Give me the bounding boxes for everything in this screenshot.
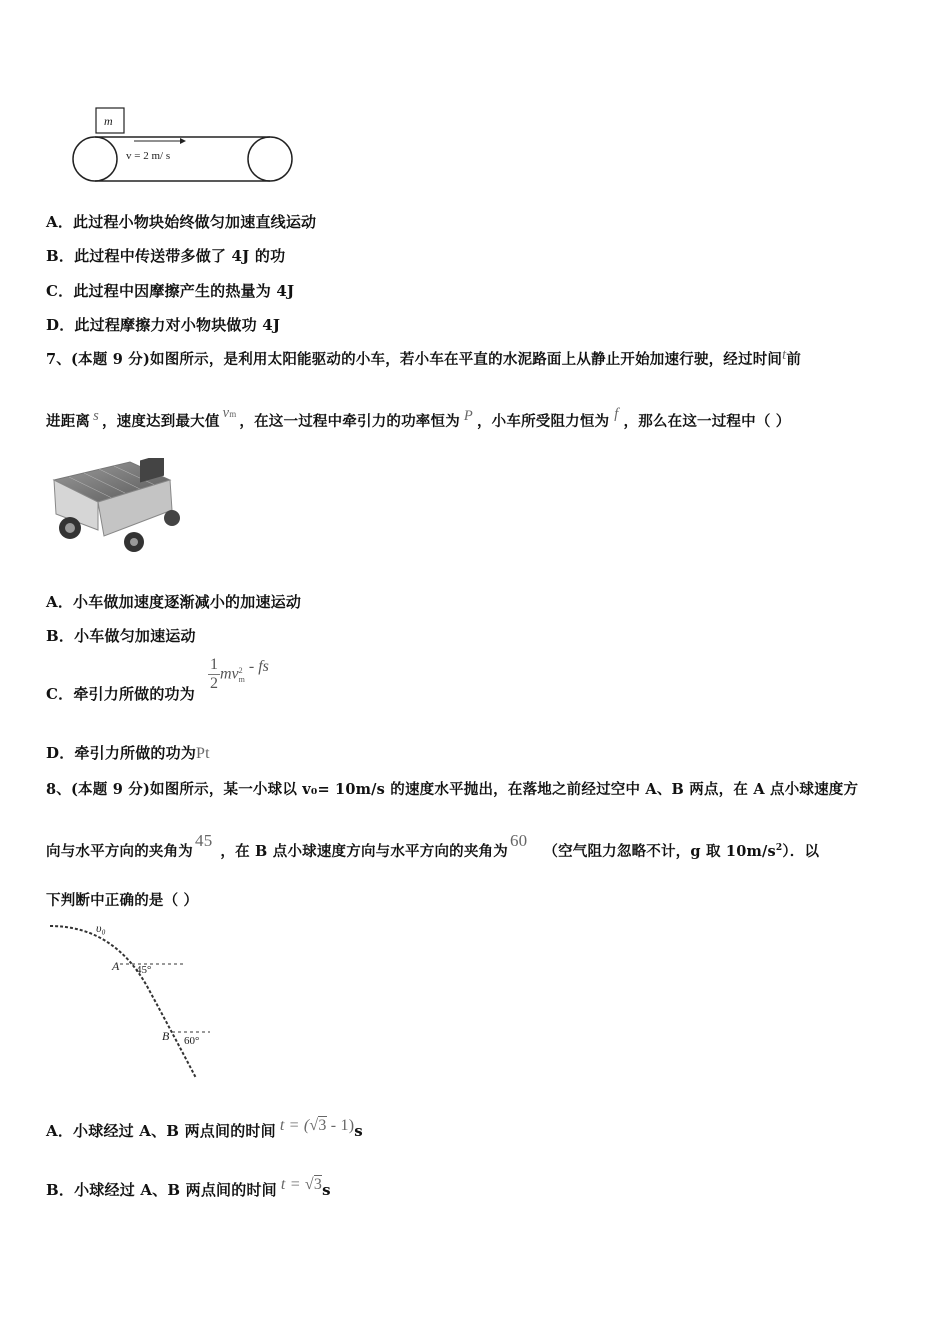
question-score: (本题 9 分) [71, 781, 151, 798]
q8-option-b[interactable] [46, 1176, 331, 1200]
conveyor-belt-figure [68, 104, 296, 188]
q7-option-a[interactable] [46, 591, 301, 612]
option-text: 牵引力所做的功为 [74, 744, 197, 762]
q6-option-d[interactable] [46, 314, 280, 335]
question-number: 8、 [46, 781, 71, 798]
formula-rest: - fs [248, 657, 269, 675]
var-P: P [463, 408, 473, 424]
projectile-figure [44, 918, 214, 1084]
block-label: m [104, 114, 113, 128]
velocity-label: v = 2 m/ s [126, 150, 171, 162]
formula-pt: Pt [196, 745, 210, 762]
var-t: t [782, 347, 787, 363]
stem-text: ，那么在这一过程中（ ） [623, 413, 791, 430]
q7-stem-line1 [46, 348, 801, 369]
solar-car-photo [44, 458, 186, 556]
b-angle: 60° [184, 1035, 200, 1047]
angle-45: 45 [195, 831, 213, 850]
option-text: 牵引力所做的功为 [73, 685, 195, 703]
sqrt-icon: √ [304, 1176, 314, 1193]
q7-stem-line2 [46, 405, 791, 431]
q8-stem-line3 [46, 889, 198, 910]
var-f: f [614, 406, 619, 422]
option-letter: B． [46, 247, 75, 265]
question-number: 7、 [46, 351, 71, 368]
a-label: A [112, 959, 120, 973]
fraction-denominator: 2 [210, 675, 218, 692]
stem-text: ，在 B 点小球速度方向与水平方向的夹角为 [220, 843, 508, 860]
formula-work-c [208, 656, 269, 693]
option-text: 小球经过 A、B 两点间的时间 [73, 1122, 276, 1140]
option-text: 此过程中因摩擦产生的热量为 4J [73, 282, 295, 300]
option-text: 小球经过 A、B 两点间的时间 [74, 1181, 277, 1199]
formula-time-a: t = (√3 - 1) [279, 1117, 355, 1134]
stem-text: 下判断中正确的是（ ） [46, 892, 199, 909]
q8-stem-line2 [46, 831, 820, 861]
formula-sup: 2 [238, 665, 243, 675]
q6-option-b[interactable] [46, 245, 285, 266]
q8-stem-line1 [46, 778, 858, 799]
sqrt-icon: √ [309, 1117, 319, 1134]
option-text: 此过程小物块始终做匀加速直线运动 [73, 213, 317, 231]
velocity-arrowhead [180, 138, 186, 144]
q6-option-c[interactable] [46, 280, 294, 301]
formula-mv: mv [220, 665, 239, 683]
a-angle: 45° [136, 964, 152, 976]
stem-text: ）．以 [782, 843, 820, 860]
q7-option-d[interactable] [46, 742, 210, 763]
q7-option-c[interactable] [46, 683, 195, 704]
q6-option-a[interactable] [46, 211, 316, 232]
fraction-numerator: 1 [210, 656, 218, 673]
stem-text: （空气阻力忽略不计，g 取 10m/s [543, 843, 776, 860]
option-letter: A． [46, 1122, 74, 1140]
option-letter: A． [46, 593, 74, 611]
unit: s [322, 1181, 331, 1199]
stem-text: 前 [786, 351, 802, 368]
option-text: 此过程摩擦力对小物块做功 4J [74, 316, 281, 334]
stem-text: 向与水平方向的夹角为 [46, 843, 193, 860]
unit: s [354, 1122, 363, 1140]
var-s: s [93, 408, 99, 424]
stem-text: ，在这一过程中牵引力的功率恒为 [239, 413, 460, 430]
question-score: (本题 9 分) [71, 351, 151, 368]
option-letter: D． [46, 316, 75, 334]
q7-option-b[interactable] [46, 625, 196, 646]
right-pulley [248, 137, 292, 181]
stem-text: ，速度达到最大值 [101, 413, 220, 430]
option-text: 此过程中传送带多做了 4J 的功 [74, 247, 286, 265]
option-letter: D． [46, 744, 75, 762]
superscript: 2 [775, 843, 783, 854]
stem-text: 如图所示，某一小球以 v₀= 10m/s 的速度水平抛出，在落地之前经过空中 A、B 两点，在 A 点小球速度方 [150, 781, 859, 798]
left-pulley [73, 137, 117, 181]
option-letter: C． [46, 685, 74, 703]
b-label: B [162, 1029, 170, 1043]
option-text: 小车做加速度逐渐减小的加速运动 [73, 593, 302, 611]
formula-time-b: t = √3 [280, 1176, 323, 1193]
option-letter: B． [46, 627, 75, 645]
option-letter: A． [46, 213, 74, 231]
option-letter: C． [46, 282, 74, 300]
option-text: 小车做匀加速运动 [74, 627, 196, 645]
formula-sub: m [238, 674, 245, 684]
stem-text: 如图所示，是利用太阳能驱动的小车，若小车在平直的水泥路面上从静止开始加速行驶，经过时间 [150, 351, 783, 368]
option-letter: B． [46, 1181, 75, 1199]
v0-label: υ₀ [96, 921, 106, 935]
stem-text: ，小车所受阻力恒为 [476, 413, 610, 430]
q8-option-a[interactable] [46, 1117, 363, 1141]
var-vm: vm [222, 405, 237, 421]
trajectory-curve [50, 926, 196, 1078]
angle-60: 60 [509, 831, 528, 850]
stem-text: 进距离 [46, 413, 91, 430]
